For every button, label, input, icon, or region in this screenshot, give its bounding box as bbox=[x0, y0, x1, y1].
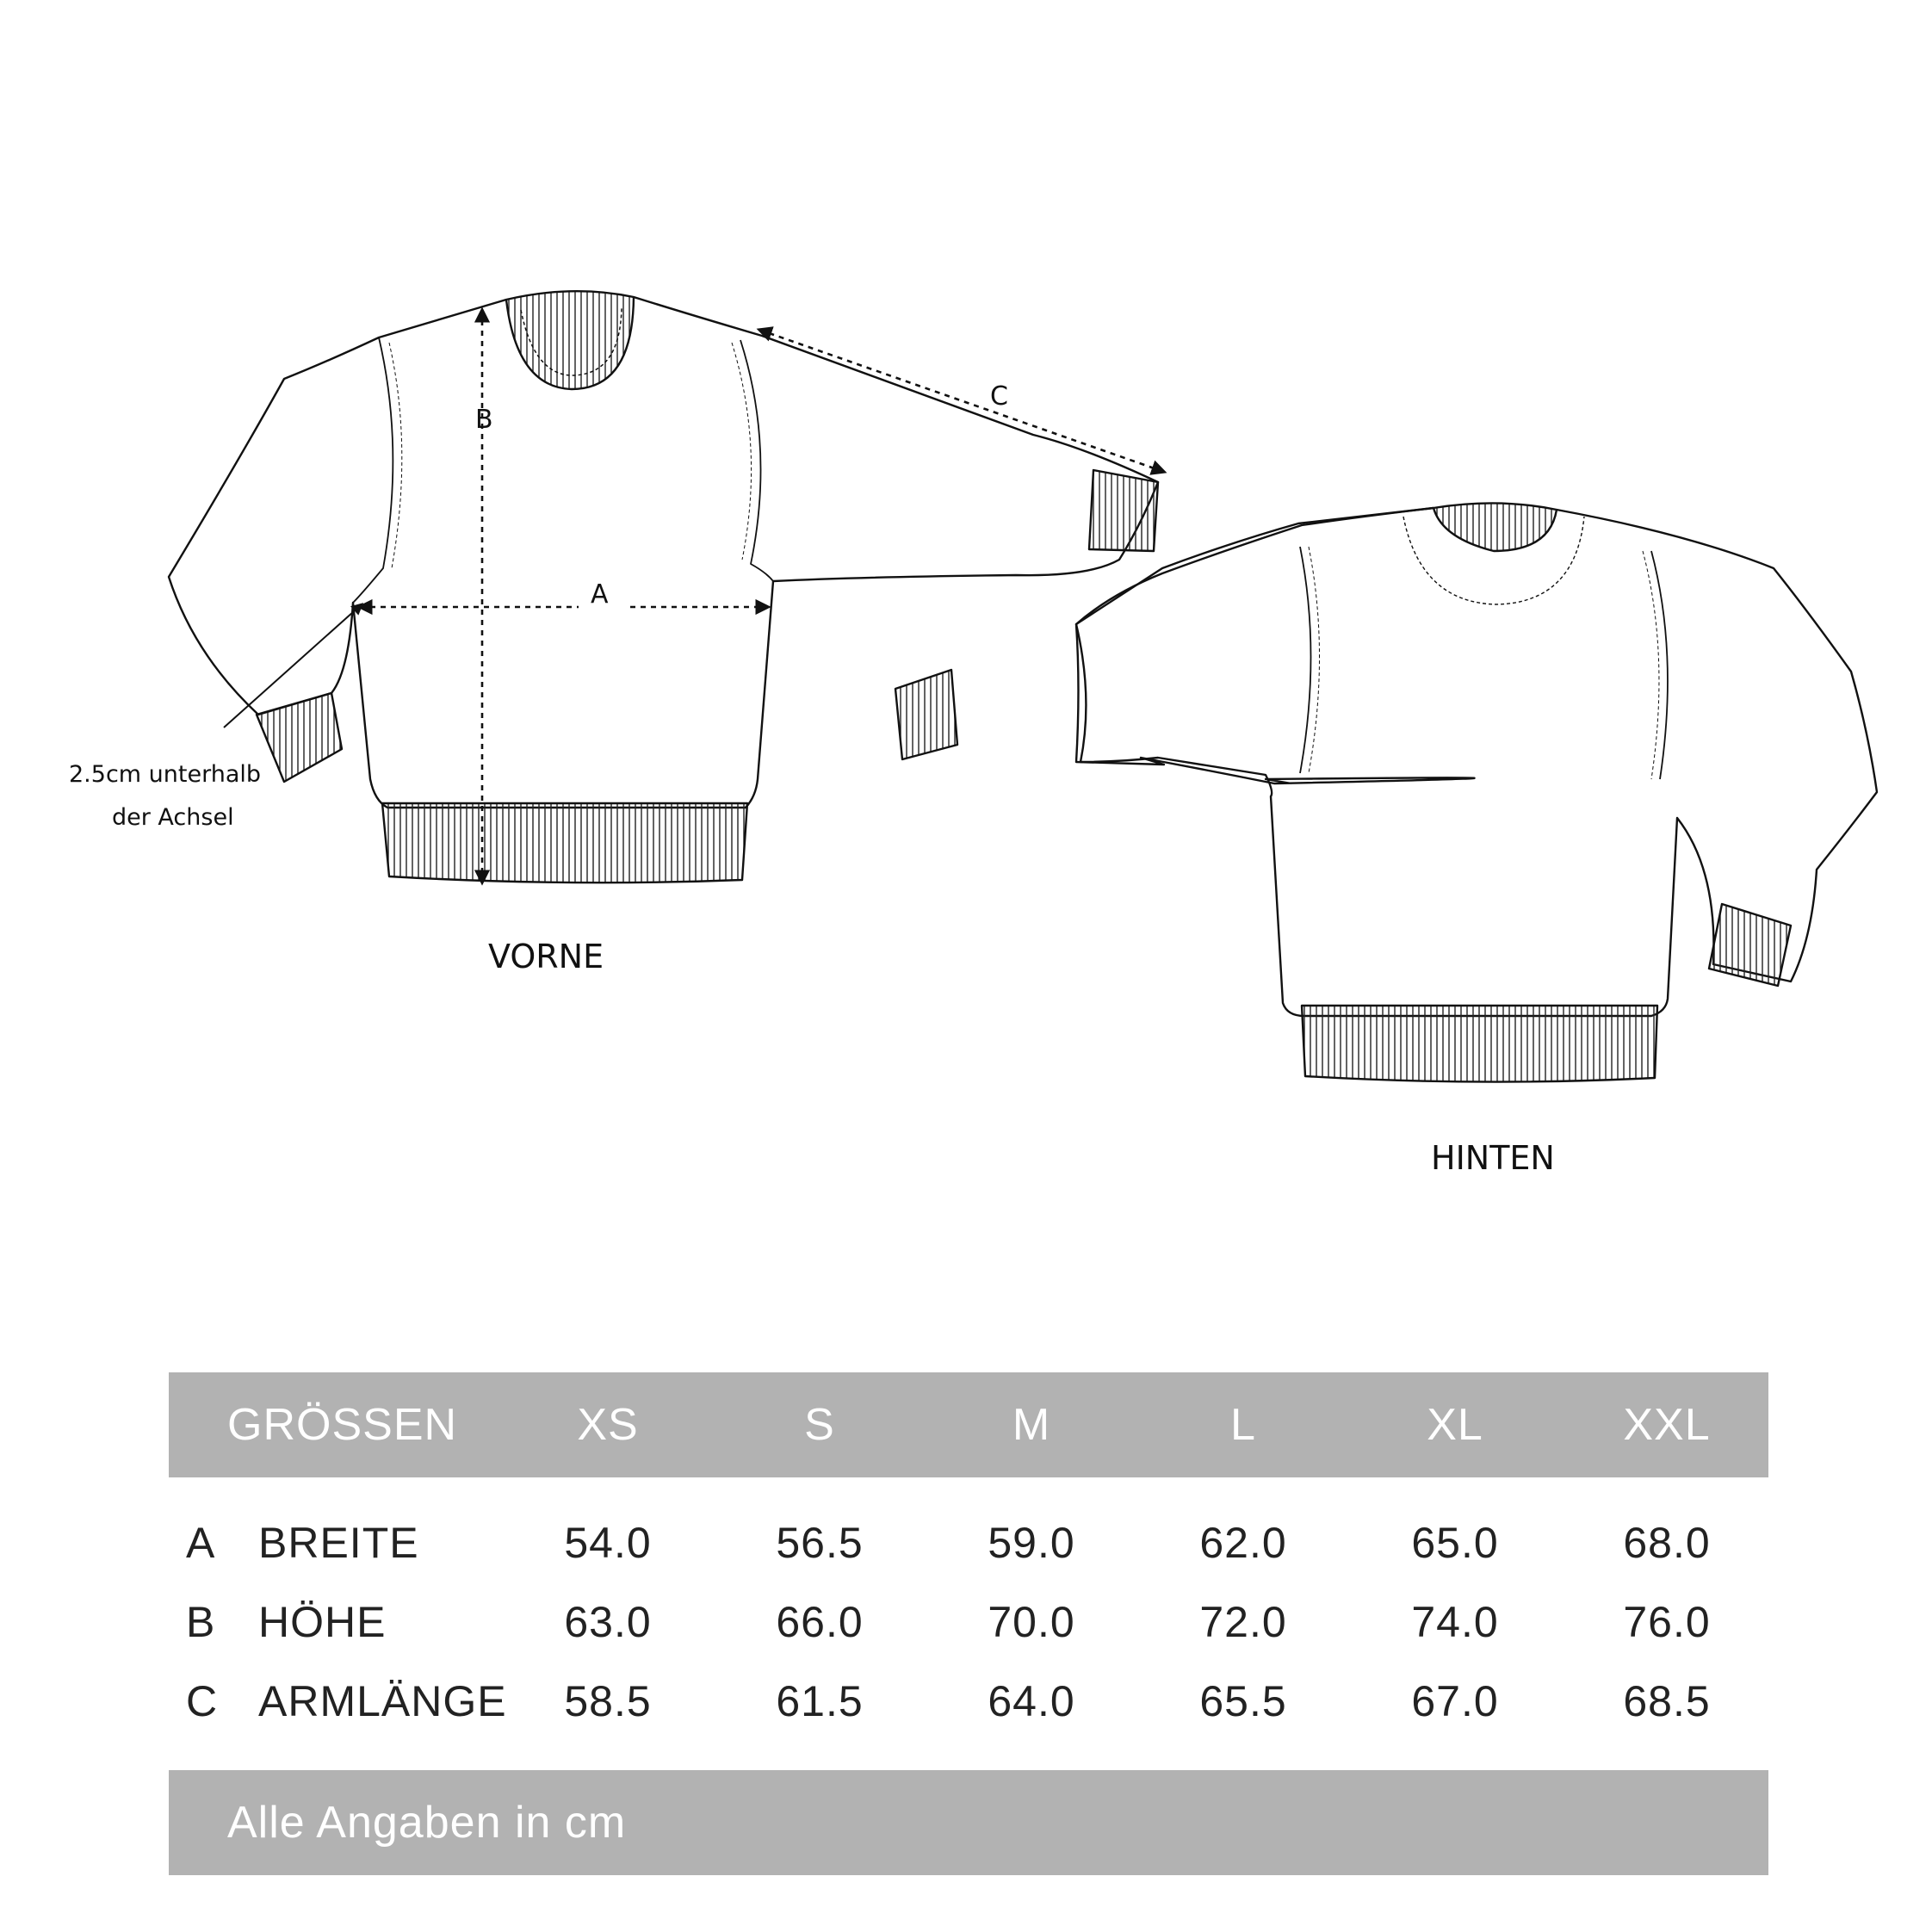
cell-value: 62.0 bbox=[1199, 1519, 1287, 1567]
cell-value: 66.0 bbox=[776, 1598, 864, 1646]
size-xs: XS bbox=[577, 1400, 639, 1450]
cell-value: 61.5 bbox=[776, 1677, 864, 1725]
marker-b: B bbox=[475, 405, 493, 435]
row-key: A bbox=[186, 1519, 216, 1567]
cell-value: 76.0 bbox=[1623, 1598, 1711, 1646]
size-s: S bbox=[804, 1400, 835, 1450]
cell-value: 70.0 bbox=[988, 1598, 1075, 1646]
cell-value: 58.5 bbox=[564, 1677, 652, 1725]
cell-value: 68.0 bbox=[1623, 1519, 1711, 1567]
row-key: C bbox=[186, 1677, 219, 1725]
back-label: HINTEN bbox=[1431, 1139, 1555, 1177]
cell-value: 74.0 bbox=[1411, 1598, 1499, 1646]
units-footer bbox=[169, 1770, 1768, 1875]
size-header-label: GRÖSSEN bbox=[227, 1400, 458, 1450]
units-note: Alle Angaben in cm bbox=[227, 1798, 627, 1848]
row-name: BREITE bbox=[258, 1519, 419, 1567]
cell-value: 63.0 bbox=[564, 1598, 652, 1646]
size-m: M bbox=[1012, 1400, 1051, 1450]
front-label: VORNE bbox=[488, 938, 604, 975]
size-l: L bbox=[1230, 1400, 1256, 1450]
cell-value: 68.5 bbox=[1623, 1677, 1711, 1725]
row-name: HÖHE bbox=[258, 1598, 387, 1646]
measure-c-arrow bbox=[759, 330, 1164, 472]
cell-value: 59.0 bbox=[988, 1519, 1075, 1567]
marker-c: C bbox=[990, 381, 1008, 412]
front-sweater bbox=[169, 291, 1158, 882]
table-row-hoehe bbox=[169, 1582, 1768, 1662]
cell-value: 64.0 bbox=[988, 1677, 1075, 1725]
cell-value: 65.5 bbox=[1199, 1677, 1287, 1725]
size-header-row bbox=[169, 1372, 1768, 1477]
note-line-2: der Achsel bbox=[112, 804, 234, 831]
cell-value: 72.0 bbox=[1199, 1598, 1287, 1646]
row-name: ARMLÄNGE bbox=[258, 1677, 507, 1725]
marker-a: A bbox=[591, 579, 609, 610]
cell-value: 67.0 bbox=[1411, 1677, 1499, 1725]
size-xl: XL bbox=[1427, 1400, 1483, 1450]
table-row-armlaenge bbox=[169, 1662, 1768, 1741]
back-sweater bbox=[895, 503, 1877, 1081]
note-line-1: 2.5cm unterhalb bbox=[69, 761, 262, 788]
cell-value: 56.5 bbox=[776, 1519, 864, 1567]
cell-value: 65.0 bbox=[1411, 1519, 1499, 1567]
size-xxl: XXL bbox=[1623, 1400, 1711, 1450]
table-row-breite bbox=[169, 1503, 1768, 1582]
row-key: B bbox=[186, 1598, 216, 1646]
cell-value: 54.0 bbox=[564, 1519, 652, 1567]
size-table bbox=[169, 1372, 1768, 1875]
